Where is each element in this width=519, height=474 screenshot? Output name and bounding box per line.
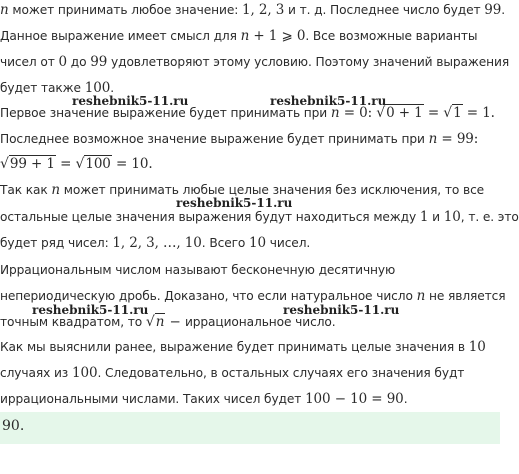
radicand: 1	[453, 105, 462, 121]
sqrt-symbol: √	[376, 105, 386, 121]
text-line: n может принимать любое значение: 1, 2, 3 и т. д. Последнее число будет 99.	[0, 2, 506, 18]
text-line: случаях из 100. Следовательно, в остальных случаях его значения будт	[0, 365, 465, 381]
text-line: Последнее возможное значение выражение будет принимать при n = 99:	[0, 131, 479, 147]
watermark: reshebnik5-11.ru	[270, 94, 387, 108]
sqrt-symbol: √	[145, 314, 155, 330]
answer-panel	[0, 412, 500, 444]
text-line: Первое значение выражение будет принимать при n = 0: √0 + 1 = √1 = 1.	[0, 105, 495, 121]
answer-text: 90.	[2, 418, 25, 434]
text-line: Так как n может принимать любые целые значения без исключения, то все	[0, 182, 485, 198]
text-line: Иррациональным числом называют бесконечную десятичную	[0, 263, 396, 277]
radicand: 0 + 1	[386, 105, 423, 121]
text-line: иррациональными числами. Таких чисел будет 100 − 10 = 90.	[0, 391, 408, 407]
watermark: reshebnik5-11.ru	[176, 196, 293, 210]
watermark: reshebnik5-11.ru	[283, 303, 400, 317]
text-line: чисел от 0 до 99 удовлетворяют этому условию. Поэтому значений выражения	[0, 54, 510, 70]
text-line: будет ряд чисел: 1, 2, 3, …, 10. Всего 10 чисел.	[0, 235, 311, 251]
text-line: непериодическую дробь. Доказано, что если натуральное число n не является	[0, 288, 506, 304]
watermark: reshebnik5-11.ru	[32, 303, 149, 317]
radicand: n	[155, 314, 165, 330]
radicand: 100	[85, 156, 111, 172]
text-line: остальные целые значения выражения будут находиться между 1 и 10, т. е. это	[0, 209, 519, 225]
sqrt-symbol: √	[443, 105, 453, 121]
text-line: Как мы выяснили ранее, выражение будет принимать целые значения в 10	[0, 339, 486, 355]
sqrt-symbol: √	[75, 156, 85, 172]
text-line: Данное выражение имеет смысл для n + 1 ⩾ 0. Все возможные варианты	[0, 28, 478, 44]
text-line: будет также 100.	[0, 80, 114, 96]
text-line: точным квадратом, то √n − иррациональное число.	[0, 314, 336, 330]
sqrt-symbol: √	[0, 156, 9, 172]
watermark: reshebnik5-11.ru	[72, 94, 189, 108]
radicand: 99 + 1	[9, 156, 55, 172]
text-line: √99 + 1 = √100 = 10.	[0, 156, 153, 172]
